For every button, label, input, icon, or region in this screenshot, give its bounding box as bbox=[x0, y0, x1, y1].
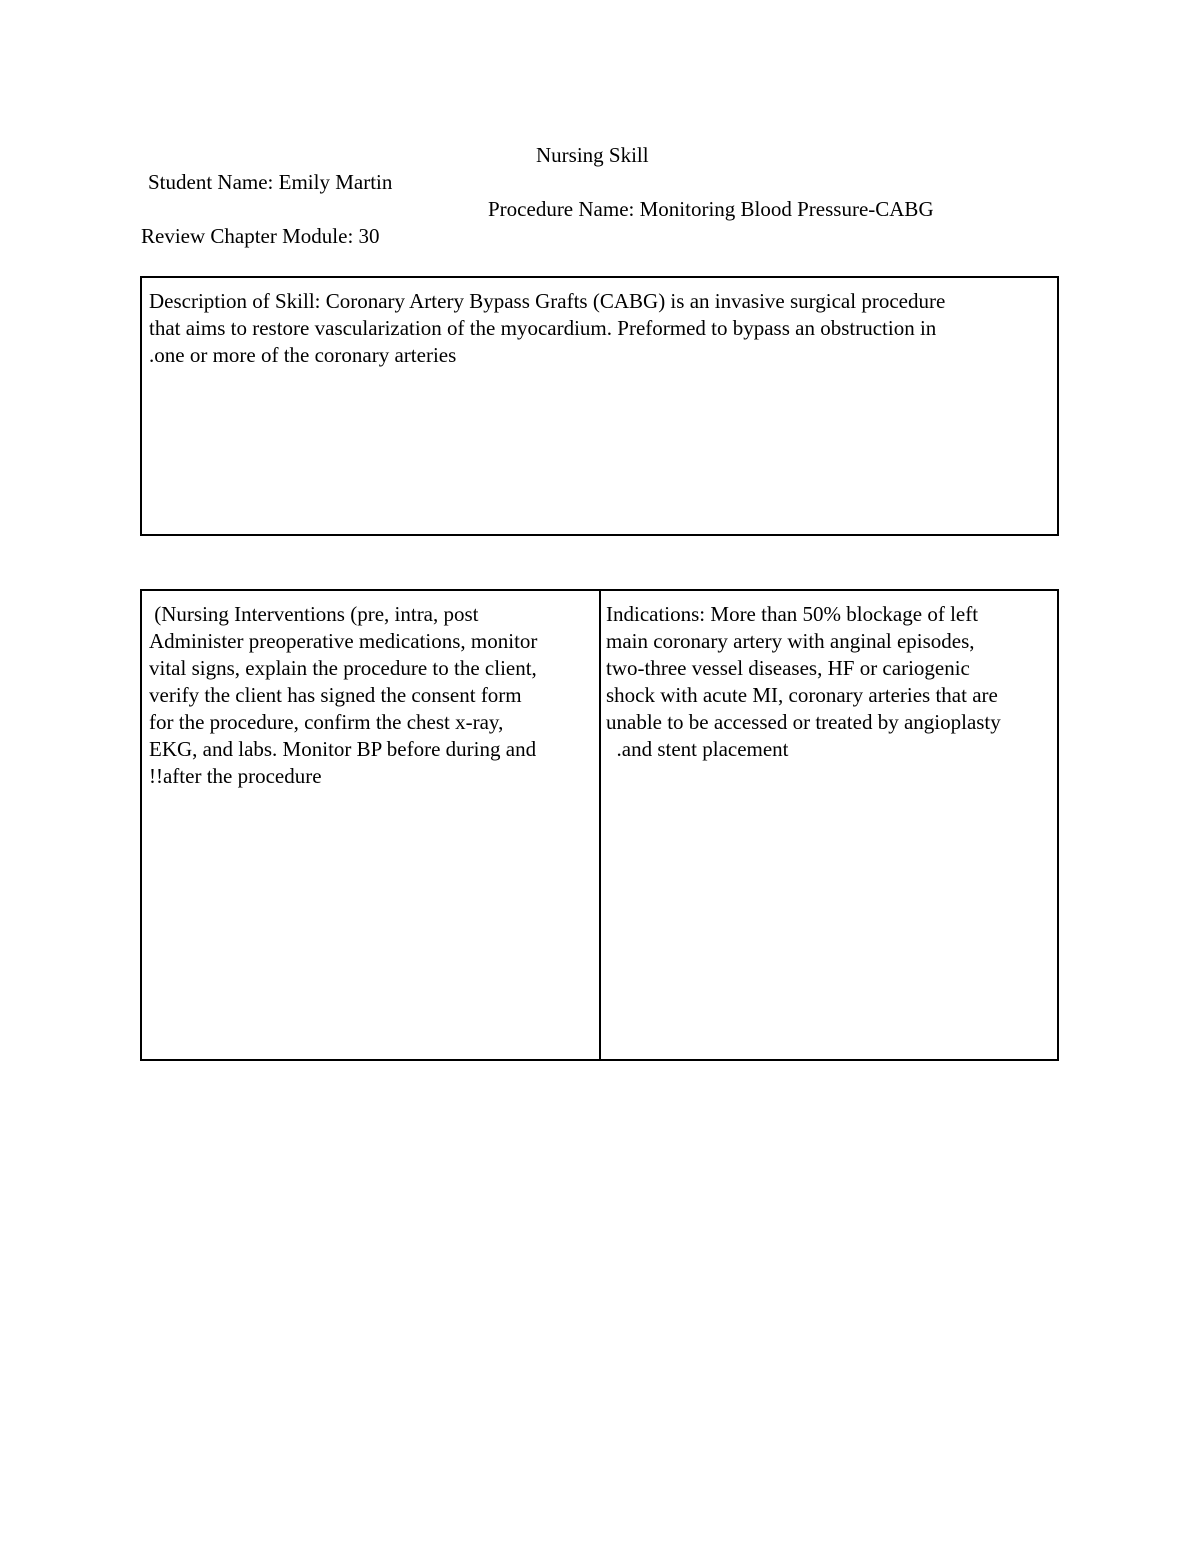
indications-line: unable to be accessed or treated by angioplasty bbox=[606, 710, 1001, 734]
review-chapter-label: Review Chapter Module: 30 bbox=[141, 224, 380, 248]
indications-cell bbox=[606, 601, 1051, 763]
indications-line: .and stent placement bbox=[606, 737, 789, 761]
description-line: that aims to restore vascularization of the myocardium. Preformed to bypass an obstruction in bbox=[149, 316, 937, 340]
indications-line: Indications: More than 50% blockage of left bbox=[606, 602, 979, 626]
interventions-line: Administer preoperative medications, monitor bbox=[149, 629, 538, 653]
description-line: Description of Skill: Coronary Artery Bypass Grafts (CABG) is an invasive surgical procedure bbox=[149, 289, 946, 313]
indications-line: two-three vessel diseases, HF or cariogenic bbox=[606, 656, 970, 680]
student-name-label: Student Name: Emily Martin bbox=[148, 170, 393, 194]
interventions-line: vital signs, explain the procedure to the client, bbox=[149, 656, 537, 680]
column-divider bbox=[599, 591, 601, 1059]
interventions-line: (Nursing Interventions (pre, intra, post bbox=[149, 602, 479, 626]
indications-line: shock with acute MI, coronary arteries that are bbox=[606, 683, 998, 707]
interventions-line: EKG, and labs. Monitor BP before during and bbox=[149, 737, 537, 761]
description-line: .one or more of the coronary arteries bbox=[149, 343, 457, 367]
indications-line: main coronary artery with anginal episodes, bbox=[606, 629, 975, 653]
procedure-name-label: Procedure Name: Monitoring Blood Pressure-CABG bbox=[488, 197, 934, 221]
nursing-interventions-cell bbox=[149, 601, 594, 790]
page-title: Nursing Skill bbox=[536, 143, 649, 167]
interventions-line: for the procedure, confirm the chest x-ray, bbox=[149, 710, 504, 734]
interventions-line: !!after the procedure bbox=[149, 764, 322, 788]
interventions-line: verify the client has signed the consent form bbox=[149, 683, 522, 707]
interventions-indications-table bbox=[140, 589, 1059, 1061]
description-text bbox=[149, 288, 1049, 369]
description-box bbox=[140, 276, 1059, 536]
